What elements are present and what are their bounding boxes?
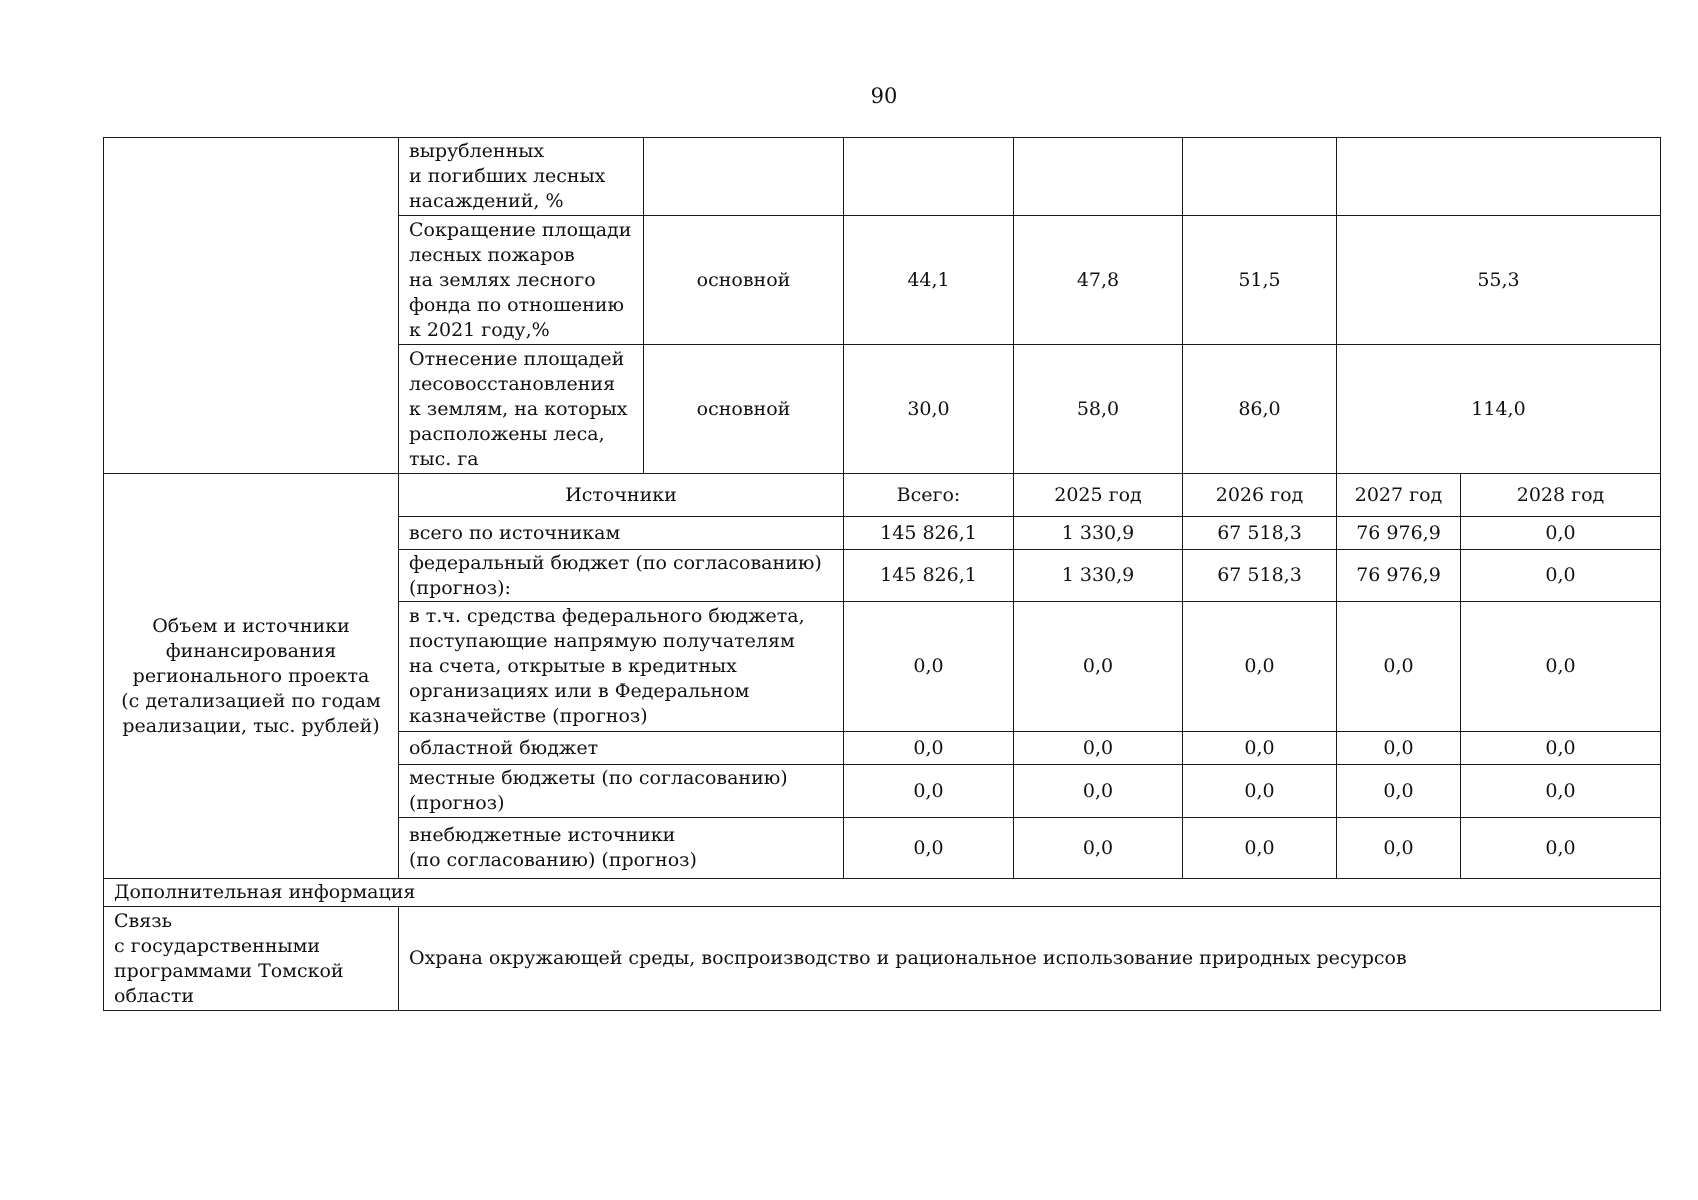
financing-header-total: Всего: [844, 474, 1014, 517]
indicator-value [1014, 138, 1183, 216]
financing-value: 1 330,9 [1014, 550, 1183, 602]
indicator-value [844, 138, 1014, 216]
financing-header-year: 2027 год [1337, 474, 1461, 517]
financing-value: 0,0 [1461, 517, 1661, 550]
financing-value: 145 826,1 [844, 550, 1014, 602]
program-link-row [104, 907, 1661, 1011]
financing-value: 76 976,9 [1337, 550, 1461, 602]
financing-value: 0,0 [1014, 602, 1183, 732]
financing-value: 67 518,3 [1183, 550, 1337, 602]
financing-value: 1 330,9 [1014, 517, 1183, 550]
additional-info-heading: Дополнительная информация [104, 879, 1661, 907]
indicator-value [1337, 138, 1661, 216]
financing-header-year: 2025 год [1014, 474, 1183, 517]
financing-value: 0,0 [1183, 602, 1337, 732]
indicators-label-cell [104, 138, 399, 474]
financing-value: 0,0 [1183, 765, 1337, 818]
indicator-value: 44,1 [844, 216, 1014, 345]
indicator-value: 86,0 [1183, 345, 1337, 474]
page-number: 90 [870, 84, 898, 108]
indicator-type [644, 138, 844, 216]
financing-value: 0,0 [1183, 818, 1337, 879]
program-link-label: Связь с государственными программами Томской области [104, 907, 399, 1011]
financing-value: 0,0 [1461, 602, 1661, 732]
indicator-value: 114,0 [1337, 345, 1661, 474]
indicator-value: 47,8 [1014, 216, 1183, 345]
financing-header-row [104, 474, 1661, 517]
indicator-type: основной [644, 216, 844, 345]
indicator-value: 58,0 [1014, 345, 1183, 474]
financing-source: местные бюджеты (по согласованию) (прогноз) [399, 765, 844, 818]
financing-value: 0,0 [844, 765, 1014, 818]
financing-value: 0,0 [1183, 732, 1337, 765]
financing-value: 0,0 [1014, 765, 1183, 818]
financing-value: 0,0 [844, 732, 1014, 765]
indicator-value: 30,0 [844, 345, 1014, 474]
financing-source: федеральный бюджет (по согласованию) (прогноз): [399, 550, 844, 602]
financing-value: 0,0 [1337, 602, 1461, 732]
financing-value: 67 518,3 [1183, 517, 1337, 550]
financing-header-year: 2028 год [1461, 474, 1661, 517]
financing-source: внебюджетные источники (по согласованию) (прогноз) [399, 818, 844, 879]
indicator-value: 55,3 [1337, 216, 1661, 345]
financing-source: всего по источникам [399, 517, 844, 550]
financing-header-year: 2026 год [1183, 474, 1337, 517]
program-link-value: Охрана окружающей среды, воспроизводство и рациональное использование природных ресурсов [399, 907, 1661, 1011]
indicator-name: Отнесение площадей лесовосстановления к землям, на которых расположены леса, тыс. га [399, 345, 644, 474]
project-passport-table [103, 137, 1661, 1011]
indicator-name: Сокращение площади лесных пожаров на землях лесного фонда по отношению к 2021 году,% [399, 216, 644, 345]
financing-value: 0,0 [1461, 550, 1661, 602]
financing-value: 0,0 [844, 818, 1014, 879]
financing-header-sources: Источники [399, 474, 844, 517]
indicator-name: вырубленных и погибших лесных насаждений, % [399, 138, 644, 216]
financing-value: 145 826,1 [844, 517, 1014, 550]
indicator-row [104, 138, 1661, 216]
financing-value: 0,0 [1337, 732, 1461, 765]
financing-value: 0,0 [1337, 818, 1461, 879]
financing-label: Объем и источники финансирования регионального проекта (с детализацией по годам реализации, тыс. рублей) [104, 474, 399, 879]
financing-value: 0,0 [1461, 765, 1661, 818]
financing-value: 0,0 [844, 602, 1014, 732]
indicator-type: основной [644, 345, 844, 474]
financing-value: 0,0 [1461, 732, 1661, 765]
financing-source: областной бюджет [399, 732, 844, 765]
additional-info-row [104, 879, 1661, 907]
financing-value: 0,0 [1337, 765, 1461, 818]
financing-value: 0,0 [1014, 818, 1183, 879]
financing-source: в т.ч. средства федерального бюджета, поступающие напрямую получателям на счета, открытые в кредитных организациях или в Федеральном казначействе (прогноз) [399, 602, 844, 732]
indicator-value [1183, 138, 1337, 216]
financing-value: 0,0 [1014, 732, 1183, 765]
financing-value: 0,0 [1461, 818, 1661, 879]
financing-value: 76 976,9 [1337, 517, 1461, 550]
indicator-value: 51,5 [1183, 216, 1337, 345]
